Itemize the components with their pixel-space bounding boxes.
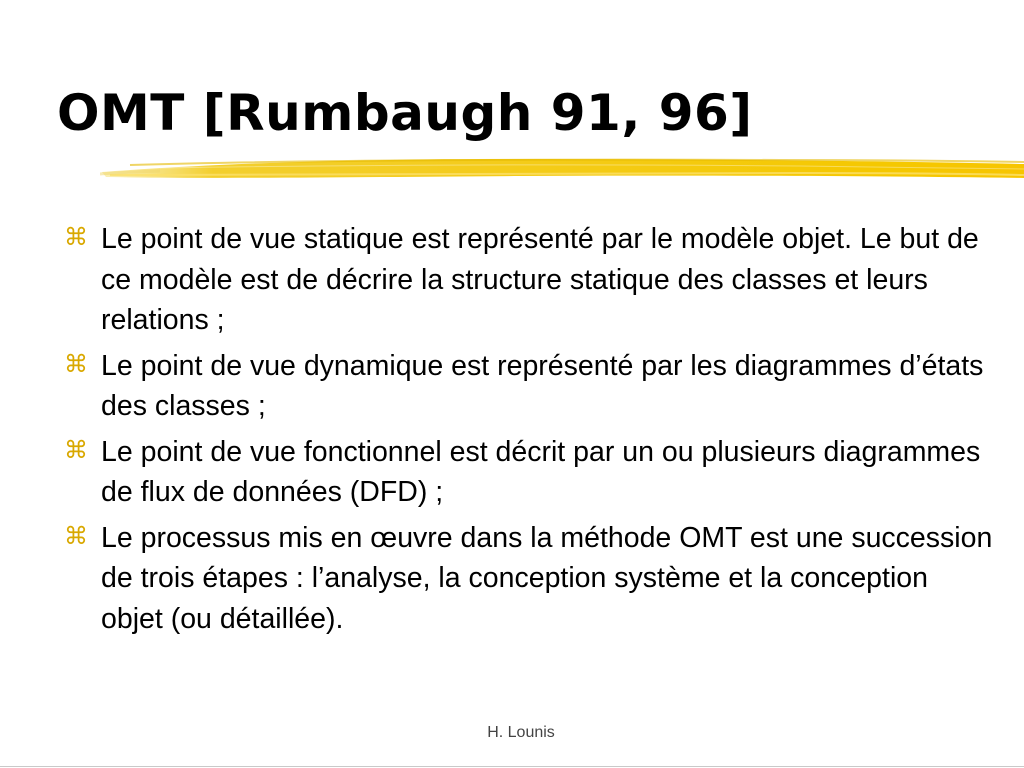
command-key-icon: ⌘ — [64, 223, 88, 251]
bullet-text: Le point de vue fonctionnel est décrit par un ou plusieurs diagrammes de flux de données (DFD) ; — [101, 435, 981, 508]
title-underline-brushstroke — [100, 150, 1024, 190]
slide-title: OMT [Rumbaugh 91, 96] — [57, 84, 753, 142]
command-key-icon: ⌘ — [64, 521, 88, 550]
command-key-icon: ⌘ — [64, 349, 88, 378]
bullet-item — [64, 219, 994, 341]
bullet-text: Le point de vue dynamique est représenté par les diagrammes d’états des classes ; — [101, 349, 984, 422]
bullet-text: Le point de vue statique est représenté par le modèle objet. Le but de ce modèle est de décrire la structure statique des classes et leurs relations ; — [101, 223, 979, 336]
bullet-item — [64, 346, 994, 427]
bullet-list — [64, 219, 994, 644]
bottom-divider — [0, 766, 1024, 767]
command-key-icon: ⌘ — [64, 435, 88, 464]
footer-author: H. Lounis — [487, 724, 555, 741]
bullet-item — [64, 432, 994, 513]
bullet-item — [64, 518, 994, 640]
bullet-text: Le processus mis en œuvre dans la méthode OMT est une succession de trois étapes : l’analyse, la conception système et la conception objet (ou détaillée). — [101, 521, 993, 635]
